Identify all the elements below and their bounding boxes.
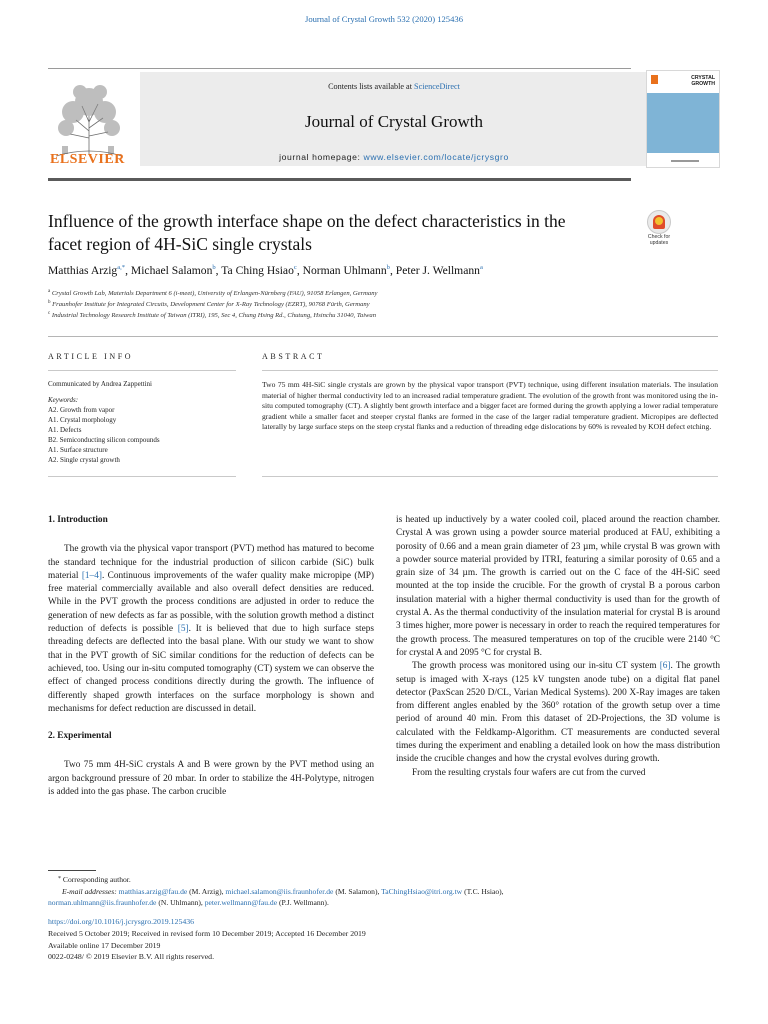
author-separator: ,	[296, 264, 303, 277]
keywords-heading: Keywords:	[48, 396, 79, 404]
cover-footer	[647, 153, 719, 167]
corresponding-author-note	[48, 874, 720, 886]
affiliation-mark: a	[48, 289, 51, 294]
author-name: Norman Uhlmann	[302, 264, 387, 277]
author-affil-mark[interactable]: a,*	[117, 264, 126, 271]
journal-cover-thumbnail[interactable]	[646, 70, 720, 168]
experimental-paragraph: Two 75 mm 4H-SiC crystals A and B were grown by the PVT method using an argon background pressure of 20 mbar. In order to stabilize the 4H-Polytype, nitrogen is added into the gas phase. The carbon crucible	[48, 760, 374, 798]
text-run: . It is believed that due to high surface steps threading defects are deflected into the basal plane. With our study we want to show that in the PVT growth of SiC similar conditions for the reduction of defects can be achieved, too. Using our in-situ computed tomography (CT) system we can observe the effect of changed process conditions directly during the growth. The influence of differently shaped growth interfaces on the surface morphology is shown and mechanisms for defect reduction are discussed in detail.	[48, 624, 374, 714]
text-run: . The growth setup is imaged with X-rays (125 kV tungsten anode tube) on a digital flat panel detector (PaxScan 2520 D/CL, Varian Medical Systems). 200 X-Ray images are taken from different angles enabled by the 360° rotation of the growth setup over a time period of around 40 min. From this dataset of 2D-Projections, the 3D volume is calculated with the Feldkamp-Algorithm. CT measurements are conducted several times during the experiment and enabling a detailed look on how the mass distribution inside the crucible changes and how the crystal evolves during growth.	[396, 661, 720, 765]
experimental-paragraph-continued: is heated up inductively by a water cooled coil, placed around the reaction chamber. Crystal A was grown using a powder source material produced at FAU, exhibiting a porosity of 0.66 and a mean grain diameter of 23 µm, while crystal B was grown with a powder source material provided by ITRI, featuring a similar porosity of 0.65 and a grain size of 34 µm. The growth is carried out on the C face of the 4H-SiC seed mounted at the top inside the crucible. For the growth of crystal B a porous carbon insulation material with a higher thermal conductivity is used than for the growth of crystal A. As the thermal conductivity of the insulation material for crystal B is around 3 times higher, more power is necessary in order to reach the required temperatures for the growth process. The measured temperatures on top of the crucible were 2140 °C for crystal A and 2095 °C for crystal B.	[396, 515, 720, 658]
journal-banner	[140, 72, 648, 166]
masthead	[48, 70, 768, 172]
citation-link[interactable]: [1–4]	[81, 570, 102, 581]
author[interactable]	[131, 264, 221, 277]
abstract-bottom-rule	[262, 476, 718, 477]
check-updates-dot	[655, 217, 663, 225]
affiliation-text: Crystal Growth Lab, Materials Department 6 (i-meet), University of Erlangen-Nürnberg (FAU), 91058 Erlangen, Germany	[51, 290, 378, 297]
author[interactable]	[396, 264, 483, 277]
check-updates-icon	[647, 210, 671, 234]
doi-link[interactable]: https://doi.org/10.1016/j.jcrysgro.2019.125436	[48, 917, 195, 926]
copyright: 0022-0248/ © 2019 Elsevier B.V. All rights reserved.	[48, 952, 215, 962]
cover-publisher-mark	[651, 75, 658, 84]
author-affil-mark[interactable]: c	[293, 264, 297, 271]
email-link[interactable]: matthias.arzig@fau.de	[118, 886, 188, 896]
author[interactable]	[303, 264, 396, 277]
journal-reference[interactable]: Journal of Crystal Growth 532 (2020) 125436	[304, 14, 463, 24]
email-label: E-mail addresses:	[62, 886, 117, 896]
introduction-paragraph	[48, 543, 374, 716]
email-link[interactable]: norman.uhlmann@iis.fraunhofer.de	[48, 898, 157, 908]
text-run: The growth via the physical vapor transport (PVT) method has matured to become the standard technique for the industrial production of silicon carbide (SiC) bulk material	[48, 544, 374, 581]
footnote-star: *	[58, 876, 61, 882]
affiliation	[48, 289, 688, 297]
available-online: Available online 17 December 2019	[48, 940, 161, 950]
corresponding-author-text: Corresponding author.	[62, 875, 131, 884]
section-heading-experimental: 2. Experimental	[48, 731, 112, 742]
keyword-item: A1. Defects	[48, 426, 82, 434]
email-link[interactable]: TaChingHsiao@itri.org.tw	[381, 886, 463, 896]
check-updates-label	[642, 235, 676, 247]
email-owner: (P.J. Wellmann).	[277, 898, 329, 908]
email-link[interactable]: michael.salamon@iis.fraunhofer.de	[225, 886, 334, 896]
article-info-rule	[48, 370, 236, 371]
publisher-wordmark: ELSEVIER	[50, 152, 125, 167]
author-name: Matthias Arzig	[48, 264, 118, 277]
article-info-bottom-rule	[48, 476, 236, 477]
author[interactable]	[48, 264, 131, 277]
affiliation-mark: c	[48, 311, 51, 316]
section-heading-introduction: 1. Introduction	[48, 515, 108, 525]
article-info-heading: ARTICLE INFO	[48, 352, 134, 361]
author-affil-mark[interactable]: a	[479, 264, 483, 271]
cover-title-line1: CRYSTAL	[691, 75, 715, 81]
journal-homepage	[140, 152, 648, 162]
body-column-right	[396, 514, 720, 780]
publication-info	[48, 916, 720, 963]
keyword-item: B2. Semiconducting silicon compounds	[48, 436, 160, 444]
abstract-rule	[262, 370, 718, 371]
email-owner: (M. Salamon),	[333, 886, 382, 896]
email-addresses-continued	[48, 897, 720, 909]
cover-title	[691, 75, 715, 87]
text-run: The growth process was monitored using our in-situ CT system	[412, 661, 660, 672]
affiliation	[48, 311, 688, 319]
email-owner: (T.C. Hsiao),	[462, 886, 504, 896]
author-affil-mark[interactable]: b	[386, 264, 390, 271]
affiliation-text: Fraunhofer Institute for Integrated Circuits, Development Center for X-Ray Technology (EZRT), 90768 Fürth, Germany	[52, 301, 370, 308]
affiliation-mark: b	[48, 300, 51, 305]
keyword-item: A1. Surface structure	[48, 446, 108, 454]
author-name: Peter J. Wellmann	[395, 264, 480, 277]
author-separator: ,	[125, 264, 131, 277]
author-separator: ,	[389, 264, 396, 277]
affiliation	[48, 300, 688, 308]
communicated-by: Communicated by Andrea Zappettini	[48, 380, 153, 388]
author-name: Ta Ching Hsiao	[221, 264, 294, 277]
article-title	[48, 210, 638, 256]
cover-bar	[671, 160, 699, 162]
citation-link[interactable]: [6]	[659, 661, 671, 672]
email-owner: (N. Uhlmann),	[156, 898, 205, 908]
masthead-bottom-rule	[48, 178, 631, 181]
author-separator: ,	[215, 264, 222, 277]
masthead-top-rule	[48, 68, 631, 69]
keyword-item: A2. Growth from vapor	[48, 406, 115, 414]
text-run: . Continuous improvements of the wafer quality make micropipe (MP) free material commercially available and also overall defect densities are reduced. While in the PVT growth the process conditions are adjusted in order to reduce the generation of new defects as far as possible, with the solution growth method a distinct reduction of defects is possible	[48, 570, 375, 635]
received-dates: Received 5 October 2019; Received in revised form 10 December 2019; Accepted 16 December 2019	[48, 928, 366, 938]
body-column-left	[48, 514, 374, 799]
author-affil-mark[interactable]: b	[212, 264, 216, 271]
experimental-paragraph: From the resulting crystals four wafers are cut from the curved	[412, 767, 646, 778]
email-owner: (M. Arzig),	[187, 886, 226, 896]
homepage-link[interactable]: www.elsevier.com/locate/jcrysgro	[363, 152, 509, 162]
author-list	[48, 264, 688, 277]
author[interactable]	[221, 264, 302, 277]
affiliation-text: Industrial Technology Research Institute of Taiwan (ITRI), 195, Sec 4, Chung Hsing Rd., Chutung, Hsinchu 31040, Taiwan	[51, 312, 377, 319]
footnotes	[48, 874, 720, 909]
affiliations-divider	[48, 336, 718, 337]
journal-title: Journal of Crystal Growth	[304, 112, 483, 131]
keyword-item: A2. Single crystal growth	[48, 456, 120, 464]
contents-availability	[140, 82, 648, 91]
email-link[interactable]: peter.wellmann@fau.de	[204, 898, 278, 908]
footnote-rule	[48, 870, 96, 871]
keyword-item: A1. Crystal morphology	[48, 416, 117, 424]
article-title-line1: Influence of the growth interface shape on the defect characteristics in the	[48, 211, 566, 231]
sciencedirect-link[interactable]: ScienceDirect	[414, 82, 460, 91]
author-name: Michael Salamon	[130, 264, 213, 277]
check-for-updates-badge[interactable]	[642, 210, 676, 254]
check-updates-line1: Check for	[647, 234, 671, 240]
check-updates-line2: updates	[649, 239, 669, 246]
cover-title-line2: GROWTH	[691, 81, 715, 87]
homepage-prefix: journal homepage:	[279, 152, 364, 162]
contents-prefix: Contents lists available at	[328, 82, 415, 91]
abstract-heading: ABSTRACT	[262, 352, 325, 361]
abstract-text: Two 75 mm 4H-SiC single crystals are grown by the physical vapor transport (PVT) technique, using different insulation materials. The insulation material of higher thermal conductivity led to an increased radial temperature gradient. The evolution of the growth front was monitored using the in-situ computed tomography (CT). A slightly bent growth interface and a bigger facet are formed during the growth applying a lower radial temperature gradient while a smaller facet and steeper crystal flanks are formed in the case of the larger radial temperature gradient. Micropipes are deflected laterally by large surface steps on the steep crystal flanks and a reduction of threading edge dislocations by 60% is revealed by KOH defect etching.	[262, 380, 718, 432]
article-title-line2: facet region of 4H-SiC single crystals	[48, 234, 312, 254]
email-addresses	[48, 886, 720, 898]
experimental-paragraph	[396, 660, 720, 766]
citation-link[interactable]: [5]	[177, 624, 189, 635]
cover-header	[647, 71, 719, 93]
